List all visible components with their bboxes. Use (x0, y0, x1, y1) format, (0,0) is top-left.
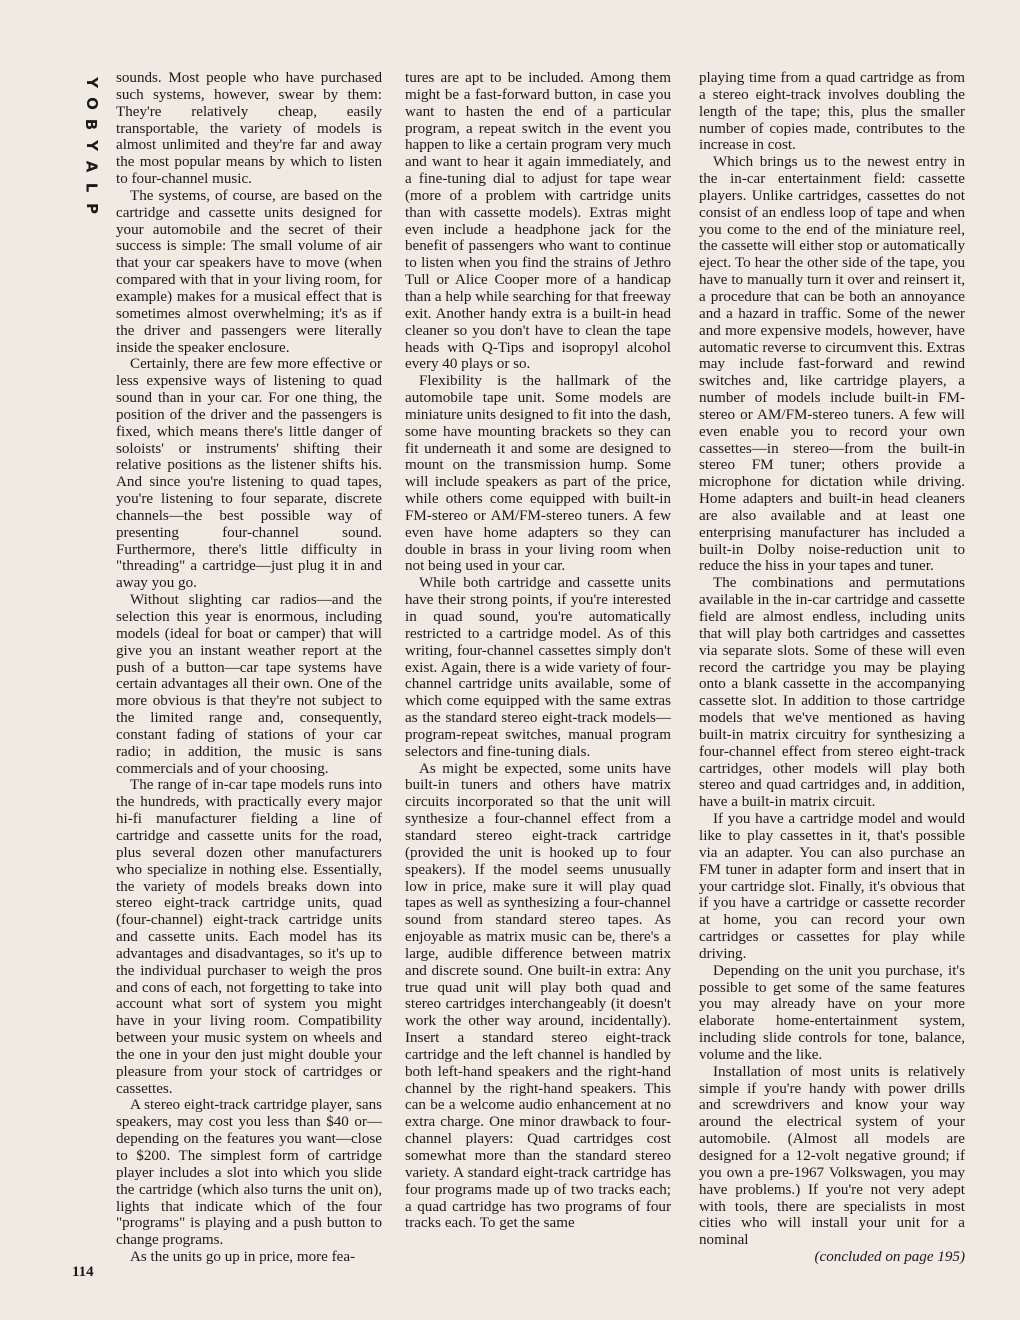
paragraph: If you have a cartridge model and would like to play cassettes in it, that's possible via an adapter. You can also purchase an FM tuner in adapter form and insert that in your cartridge slot. Finally, it's obvious that if you have a cartridge or cassette recorder at home, you can record your own cartridges or cassettes for play while driving. (699, 811, 965, 962)
paragraph: While both cartridge and cassette units have their strong points, if you're interested in quad sound, you're automatically restricted to a cartridge model. As of this writing, four-channel cassettes simply don't exist. Again, there is a wide variety of four-channel cartridge units available, some of which come equipped with the same extras as the standard stereo eight-track models—program-repeat switches, manual program selectors and fine-tuning dials. (405, 575, 671, 760)
masthead-letter: B (82, 118, 101, 131)
column-1 (116, 70, 382, 1266)
paragraph: Certainly, there are few more effective or less expensive ways of listening to quad sound than in your car. For one thing, the position of the driver and the passengers is fixed, which means there's little danger of soloists' or instruments' shifting their relative positions as the listener shifts his. And since you're listening to quad tapes, you're listening to four separate, discrete channels—the best possible way of presenting four-channel sound. Furthermore, there's little difficulty in "threading" a cartridge—just plug it in and away you go. (116, 356, 382, 592)
paragraph: Flexibility is the hallmark of the automobile tape unit. Some models are miniature units designed to fit into the dash, some have mounting brackets so they can fit underneath it and some are designed to mount on the transmission hump. Some will include speakers as part of the price, while others come equipped with built-in FM-stereo or AM/FM-stereo tuners. A few even have home adapters so they can double in brass in your living room when not being used in your car. (405, 373, 671, 575)
paragraph: tures are apt to be included. Among them might be a fast-forward button, in case you want to hasten the end of a particular program, a repeat switch in the event you happen to like a certain program very much and want to hear it again immediately, and a fine-tuning dial to adjust for tape wear (more of a problem with cartridge units than with cassette models). Extras might even include a headphone jack for the benefit of passengers who want to continue to listen when you find the strains of Jethro Tull or Alice Cooper more of a handicap than a help while searching for that freeway exit. Another handy extra is a built-in head cleaner so you don't have to clean the tape heads with Q-Tips and isopropyl alcohol every 40 plays or so. (405, 70, 671, 373)
paragraph: The range of in-car tape models runs into the hundreds, with practically every major hi-fi manufacturer fielding a line of cartridge and cassette units for the road, plus several dozen other manufacturers who specialize in nothing else. Essentially, the variety of models breaks down into stereo eight-track cartridge units, quad (four-channel) eight-track cartridge units and cassette units. Each model has its advantages and disadvantages, so it's up to the individual purchaser to weigh the pros and cons of each, not forgetting to take into account what sort of system you might have in your living room. Compatibility between your music system on wheels and the one in your den just might double your pleasure from your stock of cartridges or cassettes. (116, 777, 382, 1097)
masthead-letter: L (82, 182, 101, 193)
paragraph: Without slighting car radios—and the selection this year is enormous, including models (ideal for boat or camper) that will give you an instant weather report at the push of a button—car tape systems have certain advantages all their own. One of the more obvious is that they're not subject to the limited range and, consequently, constant fading of stations of your car radio; in addition, the music is sans commercials and of your choosing. (116, 592, 382, 777)
masthead-letter: P (82, 203, 101, 214)
paragraph: A stereo eight-track cartridge player, sans speakers, may cost you less than $40 or—depending on the features you want—close to $200. The simplest form of cartridge player includes a slot into which you slide the cartridge (which also turns the unit on), lights that indicate which of the four "programs" is playing and a push button to change programs. (116, 1097, 382, 1249)
masthead-letter: O (82, 97, 101, 110)
paragraph: The systems, of course, are based on the cartridge and cassette units designed for your automobile and the secret of their success is simple: The small volume of air that your car speakers have to move (when compared with that in your living room, for example) makes for a musical effect that is sometimes almost overwhelming; it's as if the driver and passengers were literally inside the speaker enclosure. (116, 187, 382, 356)
continued-note: (concluded on page 195) (814, 1249, 965, 1266)
masthead-letter: Y (82, 140, 101, 151)
paragraph: Depending on the unit you purchase, it's possible to get some of the same features you may already have on your more elaborate home-entertainment system, including slide controls for tone, balance, volume and the like. (699, 962, 965, 1063)
page-number: 114 (72, 1264, 94, 1280)
masthead-letter: Y (82, 77, 101, 88)
paragraph: sounds. Most people who have purchased such systems, however, swear by them: They're relatively cheap, easily transportable, the variety of models is almost unlimited and they're far and away the most popular means by which to listen to four-channel music. (116, 70, 382, 188)
masthead (80, 72, 102, 219)
column-2 (405, 70, 671, 1232)
paragraph: The combinations and permutations available in the in-car cartridge and cassette field are almost endless, including units that will play both cartridges and cassettes via separate slots. Some of these will even record the cartridge you may be playing onto a blank cassette in the accompanying cassette slot. In addition to those cartridge models that we've mentioned as having built-in matrix circuitry for synthesizing a four-channel effect from stereo eight-track cartridges, other models will play both stereo and quad cartridges and, in addition, have a built-in matrix circuit. (699, 575, 965, 811)
paragraph: playing time from a quad cartridge as from a stereo eight-track involves doubling the length of the tape; this, plus the smaller number of copies made, contributes to the increase in cost. (699, 70, 965, 154)
masthead-letter: A (82, 160, 101, 173)
column-3 (699, 70, 965, 1266)
paragraph: Which brings us to the newest entry in the in-car entertainment field: cassette players. Unlike cartridges, cassettes do not consist of an endless loop of tape and when you come to the end of the miniature reel, the cassette will either stop or automatically eject. To hear the other side of the tape, you have to manually turn it over and reinsert it, a procedure that can be both an annoyance and a hazard in traffic. Some of the newer and more expensive models, however, have automatic reverse to circumvent this. Extras may include fast-forward and rewind switches and, like cartridge players, a number of models include built-in FM-stereo or AM/FM-stereo tuners. A few will even enable you to record your own cassettes—in stereo—from the built-in stereo FM tuner; others provide a microphone for dictation while driving. Home adapters and built-in head cleaners are also available and at least one enterprising manufacturer has included a built-in Dolby noise-reduction unit to reduce the hiss in your tapes and tuner. (699, 154, 965, 575)
paragraph: As might be expected, some units have built-in tuners and others have matrix circuits incorporated so that the unit will synthesize a four-channel effect from a standard stereo eight-track cartridge (provided the unit is hooked up to four speakers). If the model seems unusually low in price, make sure it will play quad tapes as well as synthesizing a four-channel sound from standard stereo tapes. As enjoyable as matrix music can be, there's a large, audible difference between matrix and discrete sound. One built-in extra: Any true quad unit will play both quad and stereo cartridges interchangeably (it doesn't work the other way around, incidentally). Insert a standard stereo eight-track cartridge and the left channel is handled by both left-hand speakers and the right-hand channel by the right-hand speakers. This can be a welcome audio enhancement at no extra charge. One minor drawback to four-channel players: Quad cartridges cost somewhat more than the standard stereo variety. A standard eight-track cartridge has four programs made up of two tracks each; a quad cartridge has two programs of four tracks each. To get the same (405, 760, 671, 1232)
paragraph: Installation of most units is relatively simple if you're handy with power drills and screwdrivers and know your way around the electrical system of your automobile. (Almost all models are designed for a 12-volt negative ground; if you own a pre-1967 Volkswagen, you may have problems.) If you're not very adept with tools, there are specialists in most cities who will install your unit for a nominal (699, 1063, 965, 1249)
paragraph: As the units go up in price, more fea- (130, 1249, 356, 1266)
